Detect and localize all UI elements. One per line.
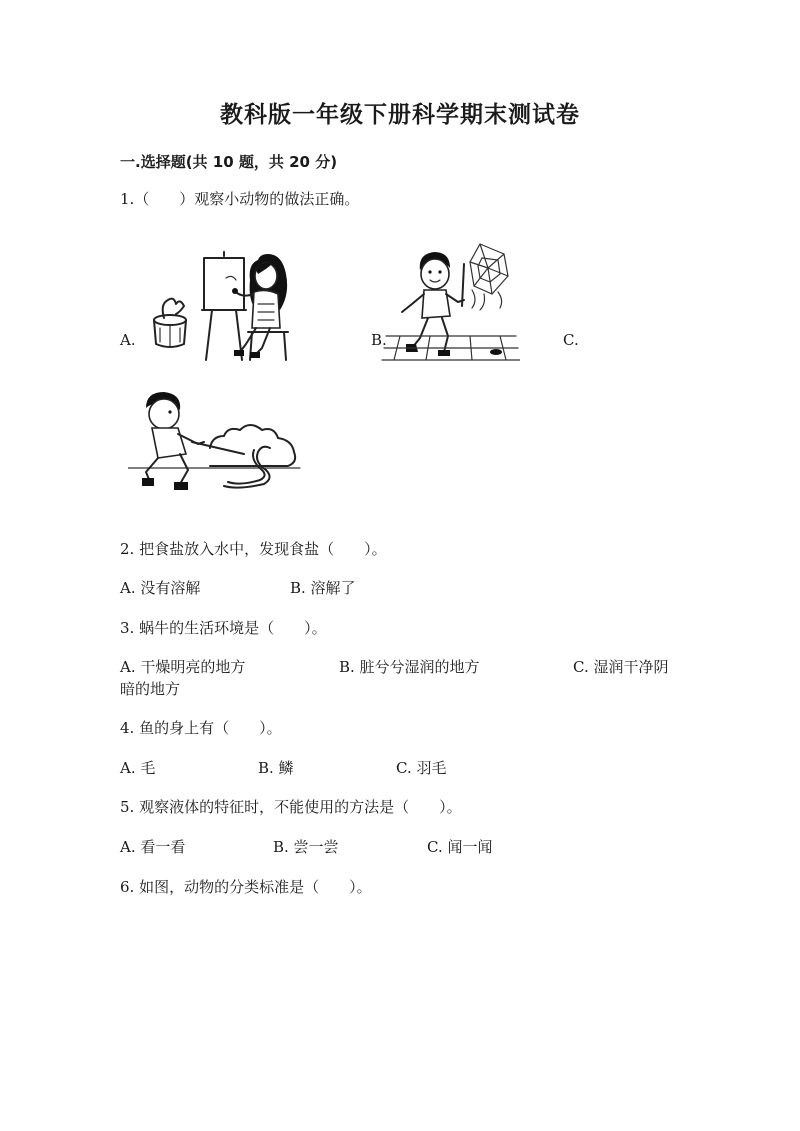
question-2-option-b: B. 溶解了	[290, 579, 356, 597]
question-2-option-a: A. 没有溶解	[120, 579, 201, 597]
question-1-option-c-label: C.	[563, 331, 579, 349]
question-3-option-a: A. 干燥明亮的地方	[120, 658, 246, 676]
question-3-stem: 3. 蜗牛的生活环境是（ ）。	[120, 619, 327, 637]
question-3-option-b: B. 脏兮兮湿润的地方	[339, 658, 480, 676]
question-4-option-c: C. 羽毛	[396, 759, 447, 777]
boy-spider-web-illustration	[380, 238, 520, 366]
question-3-option-c: C. 湿润干净阴	[573, 658, 669, 676]
page-title: 教科版一年级下册科学期末测试卷	[220, 102, 580, 128]
question-5-option-c: C. 闻一闻	[427, 838, 493, 856]
question-5-stem: 5. 观察液体的特征时，不能使用的方法是（ ）。	[120, 798, 462, 816]
question-3-option-c-continued: 暗的地方	[120, 680, 181, 698]
section-heading: 一.选择题(共 10 题，共 20 分)	[120, 153, 338, 171]
question-6-stem: 6. 如图，动物的分类标准是（ ）。	[120, 878, 372, 896]
question-1-option-a-label: A.	[120, 331, 136, 349]
question-1-stem: 1.（ ）观察小动物的做法正确。	[120, 190, 360, 208]
question-1-option-b-label: B.	[371, 331, 387, 349]
question-5-option-b: B. 尝一尝	[273, 838, 339, 856]
question-5-option-a: A. 看一看	[120, 838, 186, 856]
question-4-option-a: A. 毛	[120, 759, 156, 777]
boy-snake-illustration	[128, 390, 303, 495]
question-4-stem: 4. 鱼的身上有（ ）。	[120, 719, 282, 737]
question-4-option-b: B. 鳞	[258, 759, 294, 777]
girl-drawing-illustration	[140, 248, 300, 366]
question-2-stem: 2. 把食盐放入水中，发现食盐（ ）。	[120, 540, 387, 558]
